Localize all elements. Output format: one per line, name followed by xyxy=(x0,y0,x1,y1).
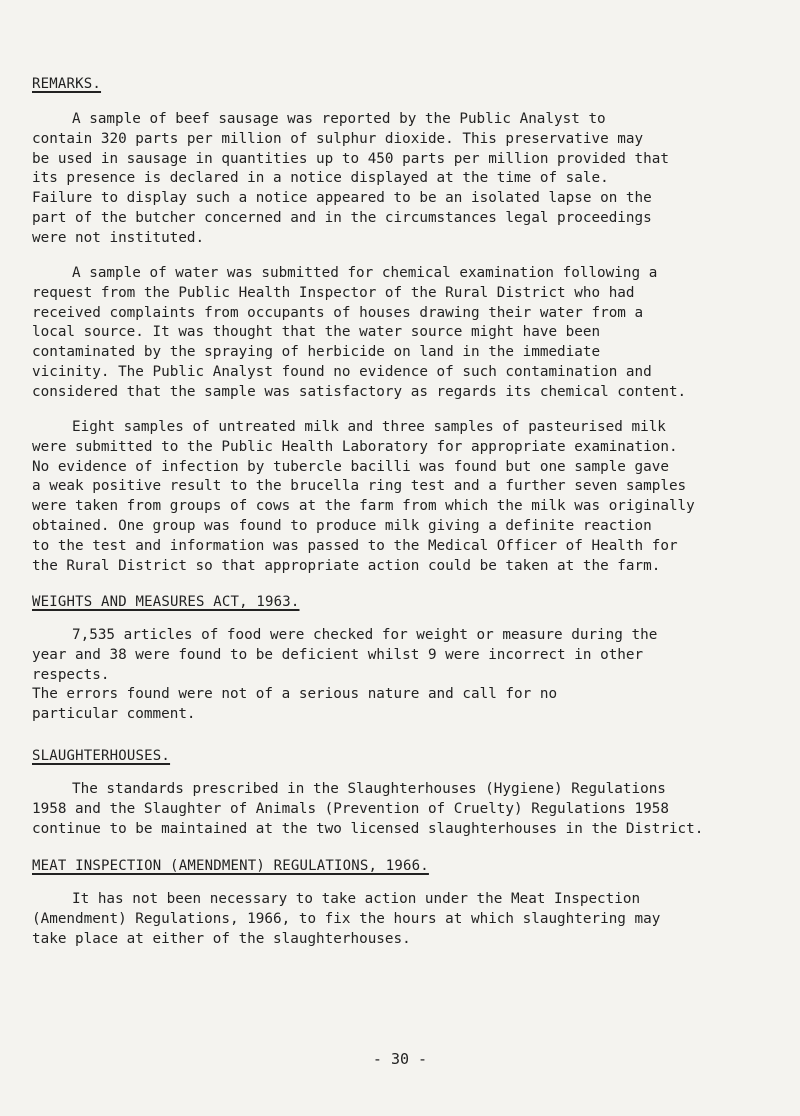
text-line: to the test and information was passed to the Medical Officer of Health for xyxy=(32,537,678,554)
section-heading-slaughterhouses: SLAUGHTERHOUSES. xyxy=(32,748,171,764)
text-line: particular comment. xyxy=(32,706,196,723)
text-line: (Amendment) Regulations, 1966, to fix the hours at which slaughtering may xyxy=(32,910,661,927)
text-line: respects. xyxy=(32,666,110,683)
page-number: - 30 - xyxy=(372,1050,428,1068)
text-line: continue to be maintained at the two licensed slaughterhouses in the District. xyxy=(32,820,704,837)
text-line: It has not been necessary to take action under the Meat Inspection xyxy=(72,891,641,907)
text-line: received complaints from occupants of houses drawing their water from a xyxy=(32,304,644,321)
text-line: No evidence of infection by tubercle bacilli was found but one sample gave xyxy=(32,458,669,475)
text-line: be used in sausage in quantities up to 450 parts per million provided that xyxy=(32,150,669,167)
text-line: part of the butcher concerned and in the circumstances legal proceedings xyxy=(32,209,652,226)
text-line: The errors found were not of a serious nature and call for no xyxy=(32,686,558,703)
text-line: were submitted to the Public Health Laboratory for appropriate examination. xyxy=(32,438,678,455)
text-line: year and 38 were found to be deficient whilst 9 were incorrect in other xyxy=(32,646,644,663)
paragraph-slaughterhouses xyxy=(32,780,792,839)
section-heading-remarks: REMARKS. xyxy=(32,76,102,92)
text-line: were taken from groups of cows at the farm from which the milk was originally xyxy=(32,498,695,515)
section-heading-weights-measures: WEIGHTS AND MEASURES ACT, 1963. xyxy=(32,594,300,610)
text-line: A sample of beef sausage was reported by the Public Analyst to xyxy=(72,111,606,127)
text-line: take place at either of the slaughterhouses. xyxy=(32,930,411,947)
text-line: a weak positive result to the brucella ring test and a further seven samples xyxy=(32,478,687,495)
text-line: A sample of water was submitted for chemical examination following a xyxy=(72,265,658,281)
text-line: the Rural District so that appropriate action could be taken at the farm. xyxy=(32,557,661,574)
text-line: contain 320 parts per million of sulphur dioxide. This preservative may xyxy=(32,130,644,147)
text-line: contaminated by the spraying of herbicide on land in the immediate xyxy=(32,344,601,361)
text-line: were not instituted. xyxy=(32,229,205,246)
text-line: The standards prescribed in the Slaughterhouses (Hygiene) Regulations xyxy=(72,781,666,797)
paragraph-sausage xyxy=(32,110,772,249)
text-line: vicinity. The Public Analyst found no evidence of such contamination and xyxy=(32,363,652,380)
text-line: local source. It was thought that the water source might have been xyxy=(32,324,601,341)
paragraph-water-sample xyxy=(32,264,772,403)
text-line: 1958 and the Slaughter of Animals (Prevention of Cruelty) Regulations 1958 xyxy=(32,800,669,817)
text-line: request from the Public Health Inspector of the Rural District who had xyxy=(32,284,635,301)
text-line: Eight samples of untreated milk and three samples of pasteurised milk xyxy=(72,419,666,435)
paragraph-weights-measures xyxy=(32,626,772,725)
text-line: obtained. One group was found to produce milk giving a definite reaction xyxy=(32,517,652,534)
text-line: its presence is declared in a notice displayed at the time of sale. xyxy=(32,170,609,187)
text-line: Failure to display such a notice appeared to be an isolated lapse on the xyxy=(32,190,652,207)
text-line: considered that the sample was satisfactory as regards its chemical content. xyxy=(32,383,687,400)
paragraph-milk-samples xyxy=(32,418,772,576)
text-line: 7,535 articles of food were checked for weight or measure during the xyxy=(72,627,658,643)
paragraph-meat-inspection xyxy=(32,890,772,949)
section-heading-meat-inspection: MEAT INSPECTION (AMENDMENT) REGULATIONS, 1966. xyxy=(32,858,429,874)
